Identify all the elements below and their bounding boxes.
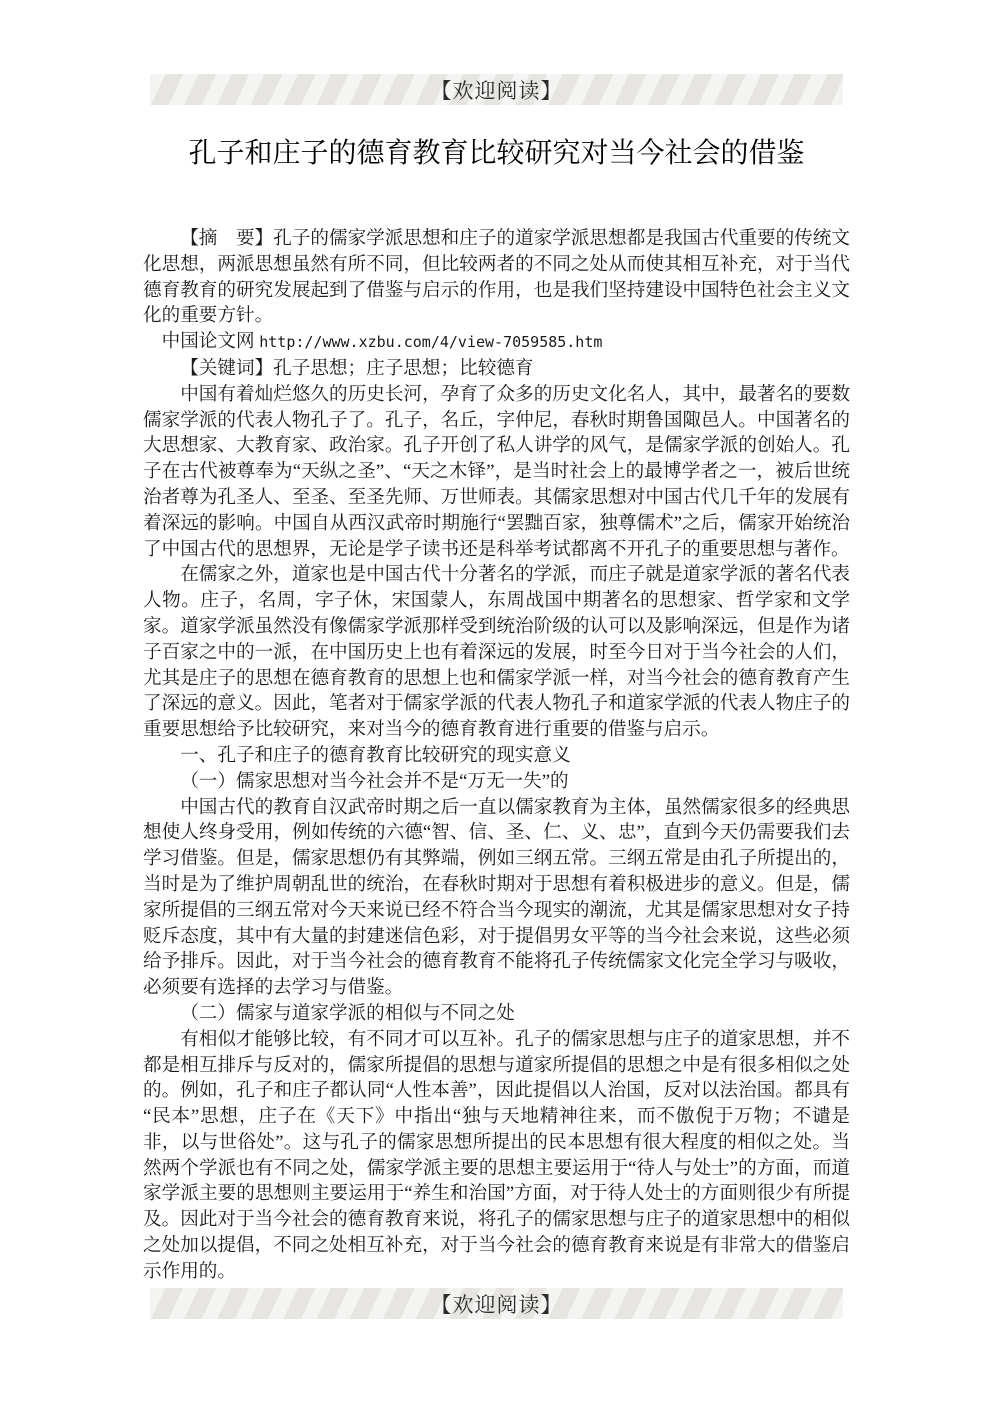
paragraph-intro-confucius: 中国有着灿烂悠久的历史长河，孕育了众多的历史文化名人，其中，最著名的要数儒家学派的代表人物孔子了。孔子，名丘，字仲尼，春秋时期鲁国陬邑人。中国著名的大思想家、大教育家、政治家。孔子开创了私人讲学的风气，是儒家学派的创始人。孔子在古代被尊奉为“天纵之圣”、“天之木铎”，是当时社会上的最博学者之一，被后世统治者尊为孔圣人、至圣、至圣先师、万世师表。其儒家思想对中国古代几千年的发展有着深远的影响。中国自从西汉武帝时期施行“罢黜百家，独尊儒术”之后，儒家开始统治了中国古代的思想界，无论是学子读书还是科举考试都离不开孔子的重要思想与著作。 (143, 383, 850, 560)
source-label: 中国论文网 (161, 331, 255, 353)
header-banner-label: 【欢迎阅读】 (430, 78, 563, 103)
page-title: 孔子和庄子的德育教育比较研究对当今社会的借鉴 (188, 138, 805, 169)
source-line (143, 329, 850, 356)
section-heading-1: 一、孔子和庄子的德育教育比较研究的现实意义 (180, 744, 571, 766)
subsection-heading-1-1: （一）儒家思想对当今社会并不是“万无一失”的 (180, 770, 569, 792)
document-body (143, 226, 850, 1285)
paragraph-intro-zhuangzi: 在儒家之外，道家也是中国古代十分著名的学派，而庄子就是道家学派的著名代表人物。庄子，名周，字子休，宋国蒙人，东周战国中期著名的思想家、哲学家和文学家。道家学派虽然没有像儒家学派那样受到统治阶级的认可以及影响深远，但是作为诸子百家之中的一派，在中国历史上也有着深远的发展，时至今日对于当今社会的人们，尤其是庄子的思想在德育教育的思想上也和儒家学派一样，对当今社会的德育教育产生了深远的意义。因此，笔者对于儒家学派的代表人物孔子和道家学派的代表人物庄子的重要思想给予比较研究，来对当今的德育教育进行重要的借鉴与启示。 (143, 564, 850, 741)
keywords-line: 【关键词】孔子思想；庄子思想；比较德育 (180, 357, 534, 379)
paragraph-similarities-differences: 有相似才能够比较，有不同才可以互补。孔子的儒家思想与庄子的道家思想，并不都是相互排斥与反对的，儒家所提倡的思想与道家所提倡的思想之中是有很多相似之处的。例如，孔子和庄子都认同“人性本善”，因此提倡以人治国，反对以法治国。都具有“民本”思想，庄子在《天下》中指出“独与天地精神往来，而不傲倪于万物；不谴是非，以与世俗处”。这与孔子的儒家思想所提出的民本思想有很大程度的相似之处。当然两个学派也有不同之处，儒家学派主要的思想主要运用于“待人与处士”的方面，而道家学派主要的思想则主要运用于“养生和治国”方面，对于待人处士的方面则很少有所提及。因此对于当今社会的德育教育来说，将孔子的儒家思想与庄子的道家思想中的相似之处加以提倡，不同之处相互补充，对于当今社会的德育教育来说是有非常大的借鉴启示作用的。 (143, 1028, 850, 1282)
subsection-heading-1-2: （二）儒家与道家学派的相似与不同之处 (180, 1002, 515, 1024)
paragraph-confucian-drawbacks: 中国古代的教育自汉武帝时期之后一直以儒家教育为主体，虽然儒家很多的经典思想使人终身受用，例如传统的六德“智、信、圣、仁、义、忠”，直到今天仍需要我们去学习借鉴。但是，儒家思想仍有其弊端，例如三纲五常。三纲五常是由孔子所提出的，当时是为了维护周朝乱世的统治，在春秋时期对于思想有着积极进步的意义。但是，儒家所提倡的三纲五常对今天来说已经不符合当今现实的潮流，尤其是儒家思想对女子持贬斥态度，其中有大量的封建迷信色彩，对于提倡男女平等的当今社会来说，这些必须给予排斥。因此，对于当今社会的德育教育不能将孔子传统儒家文化完全学习与吸收，必须要有选择的去学习与借鉴。 (143, 796, 850, 999)
source-url: http://www.xzbu.com/4/view-7059585.htm (259, 333, 603, 352)
header-banner (150, 74, 843, 105)
footer-banner-label: 【欢迎阅读】 (430, 1292, 563, 1317)
footer-banner (150, 1288, 843, 1319)
abstract-paragraph: 【摘 要】孔子的儒家学派思想和庄子的道家学派思想都是我国古代重要的传统文化思想，两派思想虽然有所不同，但比较两者的不同之处从而使其相互补充，对于当代德育教育的研究发展起到了借鉴与启示的作用，也是我们坚持建设中国特色社会主义文化的重要方针。 (143, 228, 850, 327)
